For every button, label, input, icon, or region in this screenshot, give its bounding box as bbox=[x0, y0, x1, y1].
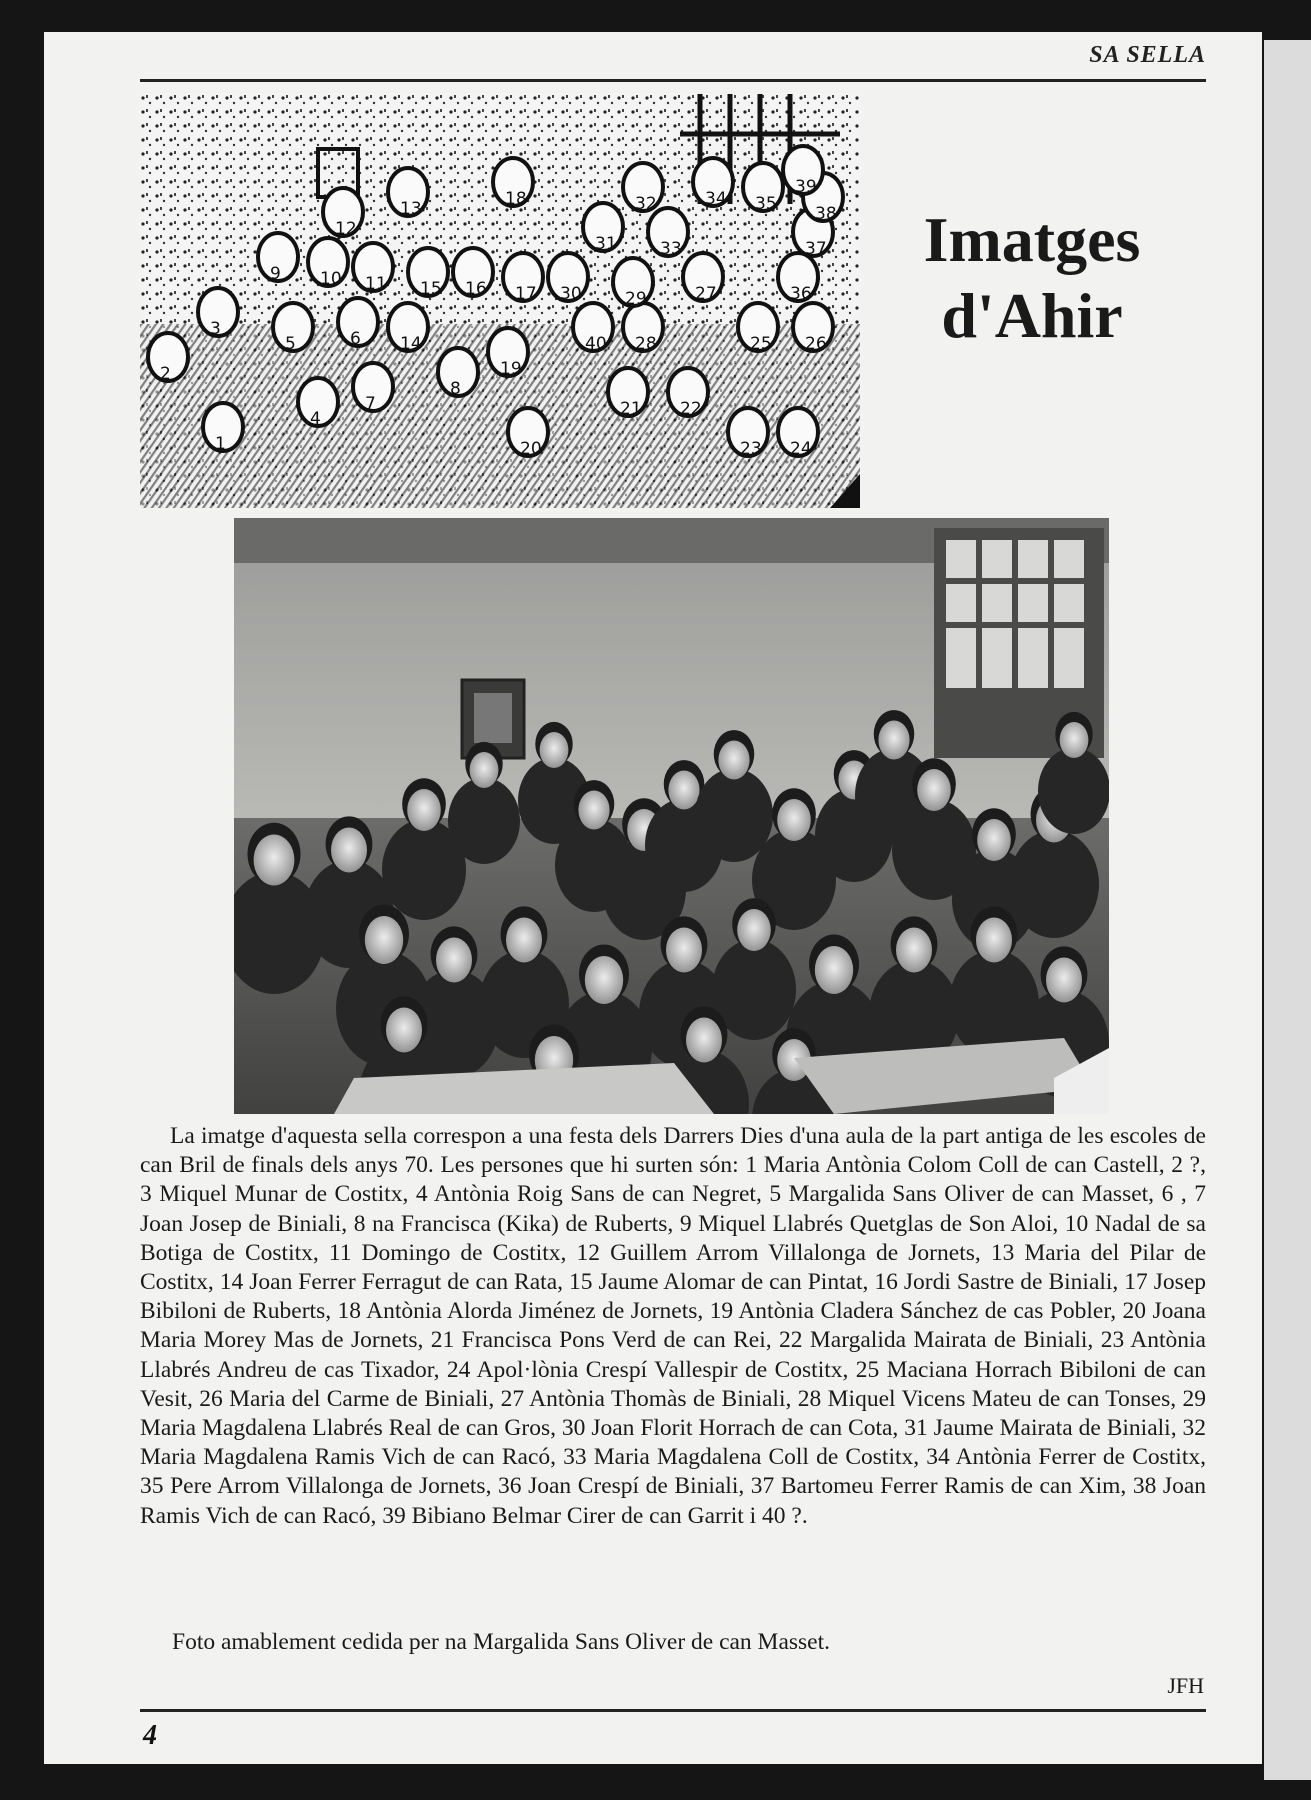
person-number-label: 7 bbox=[365, 394, 376, 414]
person-number-label: 11 bbox=[365, 274, 387, 294]
person-face bbox=[331, 828, 367, 873]
person-number-label: 2 bbox=[160, 364, 171, 384]
person-face bbox=[878, 721, 909, 760]
person-face bbox=[1046, 958, 1082, 1003]
person-number-label: 8 bbox=[450, 379, 461, 399]
person-number-label: 17 bbox=[515, 284, 537, 304]
person-number-label: 30 bbox=[560, 284, 582, 304]
person-number-label: 3 bbox=[210, 319, 221, 339]
person-face bbox=[470, 752, 499, 788]
person-number-label: 20 bbox=[520, 439, 542, 459]
person-face bbox=[668, 771, 699, 810]
person-number-label: 1 bbox=[215, 434, 226, 454]
person-body bbox=[1009, 830, 1099, 938]
person-face bbox=[686, 1018, 722, 1063]
person-face bbox=[540, 732, 569, 768]
person-number-label: 16 bbox=[465, 279, 487, 299]
person-number-label: 29 bbox=[625, 289, 647, 309]
person-face bbox=[585, 956, 623, 1004]
person-number-label: 13 bbox=[400, 199, 422, 219]
person-number-label: 21 bbox=[620, 399, 642, 419]
numbered-photo-graphic bbox=[140, 94, 860, 508]
person-number-label: 5 bbox=[285, 334, 296, 354]
person-number-label: 19 bbox=[500, 359, 522, 379]
person-face bbox=[365, 916, 403, 964]
person-face bbox=[386, 1008, 422, 1053]
person-face bbox=[718, 741, 749, 780]
bottom-rule bbox=[140, 1709, 1206, 1712]
publication-title: SA SELLA bbox=[1089, 42, 1206, 68]
person-number-label: 9 bbox=[270, 264, 281, 284]
person-number-label: 25 bbox=[750, 334, 772, 354]
person-number-label: 33 bbox=[660, 239, 682, 259]
person-face bbox=[777, 799, 811, 841]
person-number-label: 15 bbox=[420, 279, 442, 299]
person-number-label: 31 bbox=[595, 234, 617, 254]
person-body bbox=[448, 778, 520, 864]
person-body bbox=[1038, 748, 1109, 834]
person-number-label: 22 bbox=[680, 399, 702, 419]
author-signature: JFH bbox=[1167, 1673, 1204, 1698]
person-face bbox=[737, 909, 771, 951]
person-number-label: 28 bbox=[635, 334, 657, 354]
person-face bbox=[254, 835, 295, 886]
person-face bbox=[815, 946, 853, 994]
person-face bbox=[506, 918, 542, 963]
person-number-label: 40 bbox=[585, 334, 607, 354]
person-number-label: 32 bbox=[635, 194, 657, 214]
article-heading bbox=[912, 202, 1152, 354]
person-number-label: 18 bbox=[505, 189, 527, 209]
heading-line-1: Imatges bbox=[923, 204, 1141, 275]
photo-caption: La imatge d'aquesta sella correspon a una festa dels Darrers Dies d'una aula de la part antiga de les escoles de can Bril de finals dels anys 70. Les persones que hi surten són: 1 Maria Antònia Colom Coll de can Castell, 2 ?, 3 Miquel Munar de Costitx, 4 Antònia Roig Sans de can Negret, 5 Margalida Sans Oliver de can Masset, 6 , 7 Joan Josep de Biniali, 8 na Francisca (Kika) de Ruberts, 9 Miquel Llabrés Quetglas de Son Aloi, 10 Nadal de sa Botiga de Costitx, 11 Domingo de Costitx, 12 Guillem Arrom Villalonga de Jornets, 13 Maria del Pilar de Costitx, 14 Joan Ferrer Ferragut de can Rata, 15 Jaume Alomar de can Pintat, 16 Jordi Sastre de Biniali, 17 Josep Bibiloni de Ruberts, 18 Antònia Alorda Jiménez de Jornets, 19 Antònia Cladera Sánchez de cas Pobler, 20 Joana Maria Morey Mas de Jornets, 21 Francisca Pons Verd de can Rei, 22 Margalida Mairata de Biniali, 23 Antònia Llabrés Andreu de cas Tixador, 24 Apol·lònia Crespí Vallespir de Costitx, 25 Maciana Horrach Bibiloni de can Vesit, 26 Maria del Carme de Biniali, 27 Antònia Thomàs de Biniali, 28 Miquel Vicens Mateu de can Tonses, 29 Maria Magdalena Llabrés Real de can Gros, 30 Joan Florit Horrach de can Cota, 31 Jaume Mairata de Biniali, 32 Maria Magdalena Ramis Vich de can Racó, 33 Maria Magdalena Coll de Costitx, 34 Antònia Ferrer de Costitx, 35 Pere Arrom Villalonga de Jornets, 36 Joan Crespí de Biniali, 37 Bartomeu Ferrer Ramis de can Xim, 38 Joan Ramis Vich de can Racó, 39 Bibiano Belmar Cirer de can Garrit i 40 ?. bbox=[140, 1123, 1206, 1529]
adjacent-page-edge bbox=[1264, 40, 1311, 1780]
person-number-label: 6 bbox=[350, 329, 361, 349]
numbered-class-photo bbox=[140, 94, 860, 508]
person-number-label: 12 bbox=[335, 219, 357, 239]
person-number-label: 26 bbox=[805, 334, 827, 354]
person-number-label: 27 bbox=[695, 284, 717, 304]
heading-line-2: d'Ahir bbox=[941, 280, 1123, 351]
person-number-label: 4 bbox=[310, 409, 321, 429]
person-face bbox=[917, 769, 951, 811]
person-number-label: 36 bbox=[790, 284, 812, 304]
person-face bbox=[436, 938, 472, 983]
person-number-label: 39 bbox=[795, 177, 817, 197]
person-number-label: 24 bbox=[790, 439, 812, 459]
person-number-label: 23 bbox=[740, 439, 762, 459]
party-classroom-photo bbox=[234, 518, 1109, 1114]
person-face bbox=[1060, 722, 1089, 758]
top-rule bbox=[140, 79, 1206, 82]
person-number-label: 34 bbox=[705, 189, 727, 209]
magazine-page bbox=[44, 32, 1262, 1764]
person-face bbox=[977, 819, 1011, 861]
person-number-label: 35 bbox=[755, 194, 777, 214]
person-face bbox=[896, 928, 932, 973]
person-body bbox=[695, 768, 773, 862]
person-face bbox=[976, 918, 1012, 963]
photo-credit: Foto amablement cedida per na Margalida Sans Oliver de can Masset. bbox=[172, 1629, 831, 1655]
person-face bbox=[407, 789, 441, 831]
page-number: 4 bbox=[143, 1720, 157, 1751]
person-number-label: 14 bbox=[400, 334, 422, 354]
person-number-label: 10 bbox=[320, 269, 342, 289]
classroom-photo-graphic bbox=[234, 518, 1109, 1114]
person-number-label: 37 bbox=[805, 239, 827, 259]
person-number-label: 38 bbox=[815, 204, 837, 224]
person-face bbox=[666, 928, 702, 973]
person-face bbox=[578, 791, 609, 830]
